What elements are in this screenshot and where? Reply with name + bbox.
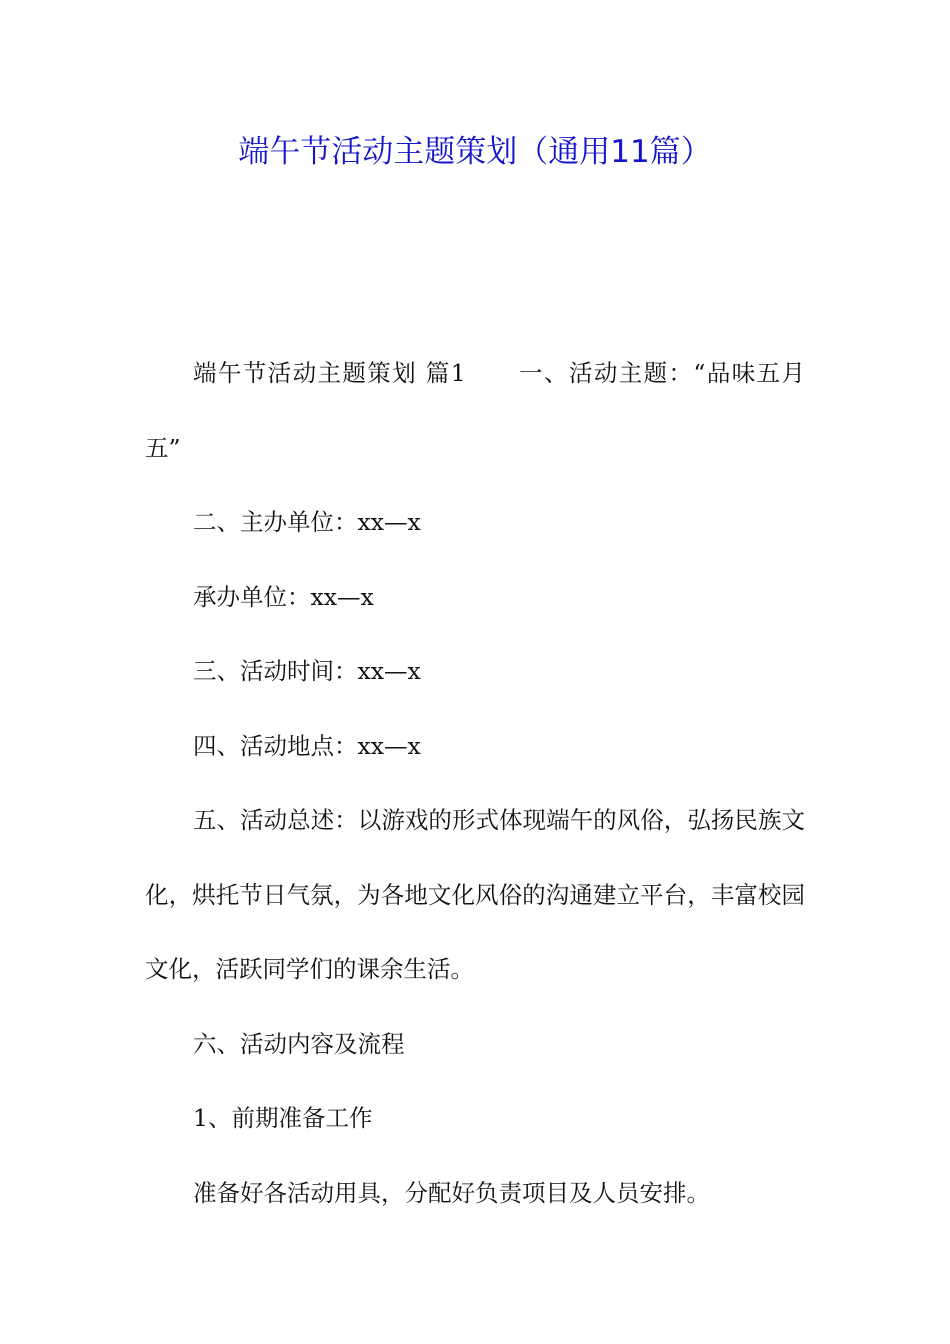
paragraph-8: 1、前期准备工作 (193, 1104, 373, 1132)
paragraph-7: 六、活动内容及流程 (193, 1029, 405, 1058)
paragraph-6: 五、活动总述：以游戏的形式体现端午的风俗，弘扬民族文化，烘托节日气氛，为各地文化风俗的沟通建立平台，丰富校园文化，活跃同学们的课余生活。 (145, 806, 805, 983)
paragraph-9: 准备好各活动用具，分配好负责项目及人员安排。 (193, 1178, 710, 1207)
document-body (145, 336, 805, 1230)
activity-theme: 一、活动主题：“品味五月五” (145, 359, 806, 462)
paragraph-2: 二、主办单位：xx—x (193, 508, 421, 536)
document-title: 端午节活动主题策划（通用11篇） (238, 134, 712, 170)
paragraph-1 (145, 336, 805, 485)
paragraph-4: 三、活动时间：xx—x (193, 657, 421, 685)
paragraph-3: 承办单位：xx—x (193, 582, 374, 611)
paragraph-5: 四、活动地点：xx—x (193, 731, 421, 760)
section-heading: 端午节活动主题策划 篇1 (193, 359, 466, 387)
